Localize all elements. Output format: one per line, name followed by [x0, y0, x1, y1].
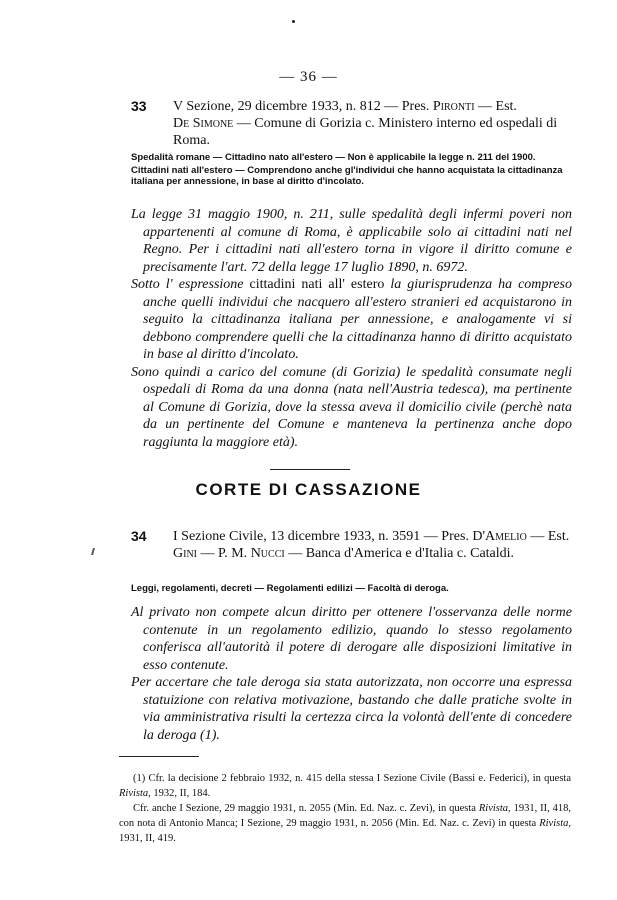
section-divider: [270, 469, 350, 470]
entry-number: 33: [131, 98, 147, 114]
rapporteur-name: De Simone: [173, 116, 234, 131]
entry-34-heading: [131, 528, 571, 562]
rapporteur-name: Gini: [173, 546, 197, 561]
prosecutor-name: Nucci: [250, 546, 285, 561]
entry-33-body: [131, 206, 572, 451]
entry-number: 34: [131, 528, 147, 544]
president-name: Pironti: [432, 99, 475, 114]
entry-33-heading: [131, 98, 571, 149]
margin-mark: [91, 548, 95, 555]
entry-34-body: [131, 604, 572, 744]
massima-line: Cittadini nati all'estero — Comprendono anche gl'individui che hanno acquistata la cittadinanza italiana per annessione, in base al diritto d'incolato.: [131, 165, 563, 187]
massima-line: Leggi, regolamenti, decreti — Regolamenti edilizi — Facoltà di deroga.: [131, 583, 449, 594]
page-number: — 36 —: [279, 69, 338, 85]
president-name: D'Amelio: [472, 529, 527, 544]
entry-33-massima: [131, 152, 571, 189]
body-paragraph: Sotto l' espressione cittadini nati all' estero la giurisprudenza ha compreso anche quelli individui che nacquero all'estero stranieri ed acquistarono in seguito la cittadinanza italiana per annessione, e analogamente vi si debbono comprendere quelli che la cittadinanza hanno di diritto acquistato in base al diritto d'incolato.: [131, 277, 573, 362]
entry-34-massima: [131, 583, 571, 596]
ink-speck: [292, 20, 295, 23]
body-paragraph: Sono quindi a carico del comune (di Gorizia) le spedalità consumate negli ospedali di Roma da una donna (nata nell'Austria tedesca), ma pertinente al Comune di Gorizia, dove la stessa aveva il domicilio civile (perchè nata da un pertinente del Comune e manteneva la pertinenza anche dopo raggiunta la maggiore età).: [131, 364, 572, 450]
body-paragraph: Al privato non compete alcun diritto per ottenere l'osservanza delle norme contenute in un regolamento edilizio, quando lo stesso regolamento conferisca all'autorità il potere di derogare alle disposizioni limitative in esso contenute.: [131, 605, 572, 673]
heading-text: I Sezione Civile, 13 dicembre 1933, n. 3591 — Pres. D'Amelio — Est. Gini — P. M. Nucci — Banca d'America e d'Italia c. Cataldi.: [173, 529, 570, 561]
footnotes: [119, 771, 571, 846]
footnote-divider: [119, 756, 199, 757]
section-title: CORTE DI CASSAZIONE: [195, 480, 422, 499]
footnote: Cfr. anche I Sezione, 29 maggio 1931, n. 2055 (Min. Ed. Naz. c. Zevi), in questa Rivista, 1931, II, 418, con nota di Antonio Manca; I Sezione, 29 maggio 1931, n. 2056 (Min. Ed. Naz. c. Zevi) in questa Rivista, 1931, II, 419.: [119, 803, 571, 844]
heading-text: V Sezione, 29 dicembre 1933, n. 812 — Pres. Pironti — Est. De Simone — Comune di Gorizia c. Ministero interno ed ospedali di Roma.: [173, 99, 558, 148]
body-paragraph: La legge 31 maggio 1900, n. 211, sulle spedalità degli infermi poveri non appartenenti al comune di Roma, è applicabile solo ai cittadini nati nel Regno. Per i cittadini nati all'estero torna in vigore il diritto comune e precisamente l'art. 72 della legge 17 luglio 1890, n. 6972.: [131, 207, 572, 275]
footnote: (1) Cfr. la decisione 2 febbraio 1932, n. 415 della stessa I Sezione Civile (Bassi e. Federici), in questa Rivista, 1932, II, 184.: [119, 773, 571, 799]
body-paragraph: Per accertare che tale deroga sia stata autorizzata, non occorre una espressa statuizione con relativa motivazione, bastando che dalle pratiche svolte in via amministrativa risulti la certezza circa la volontà dell'ente di concedere la deroga (1).: [131, 675, 572, 743]
massima-line: Spedalità romane — Cittadino nato all'estero — Non è applicabile la legge n. 211 del 1900.: [131, 152, 536, 163]
